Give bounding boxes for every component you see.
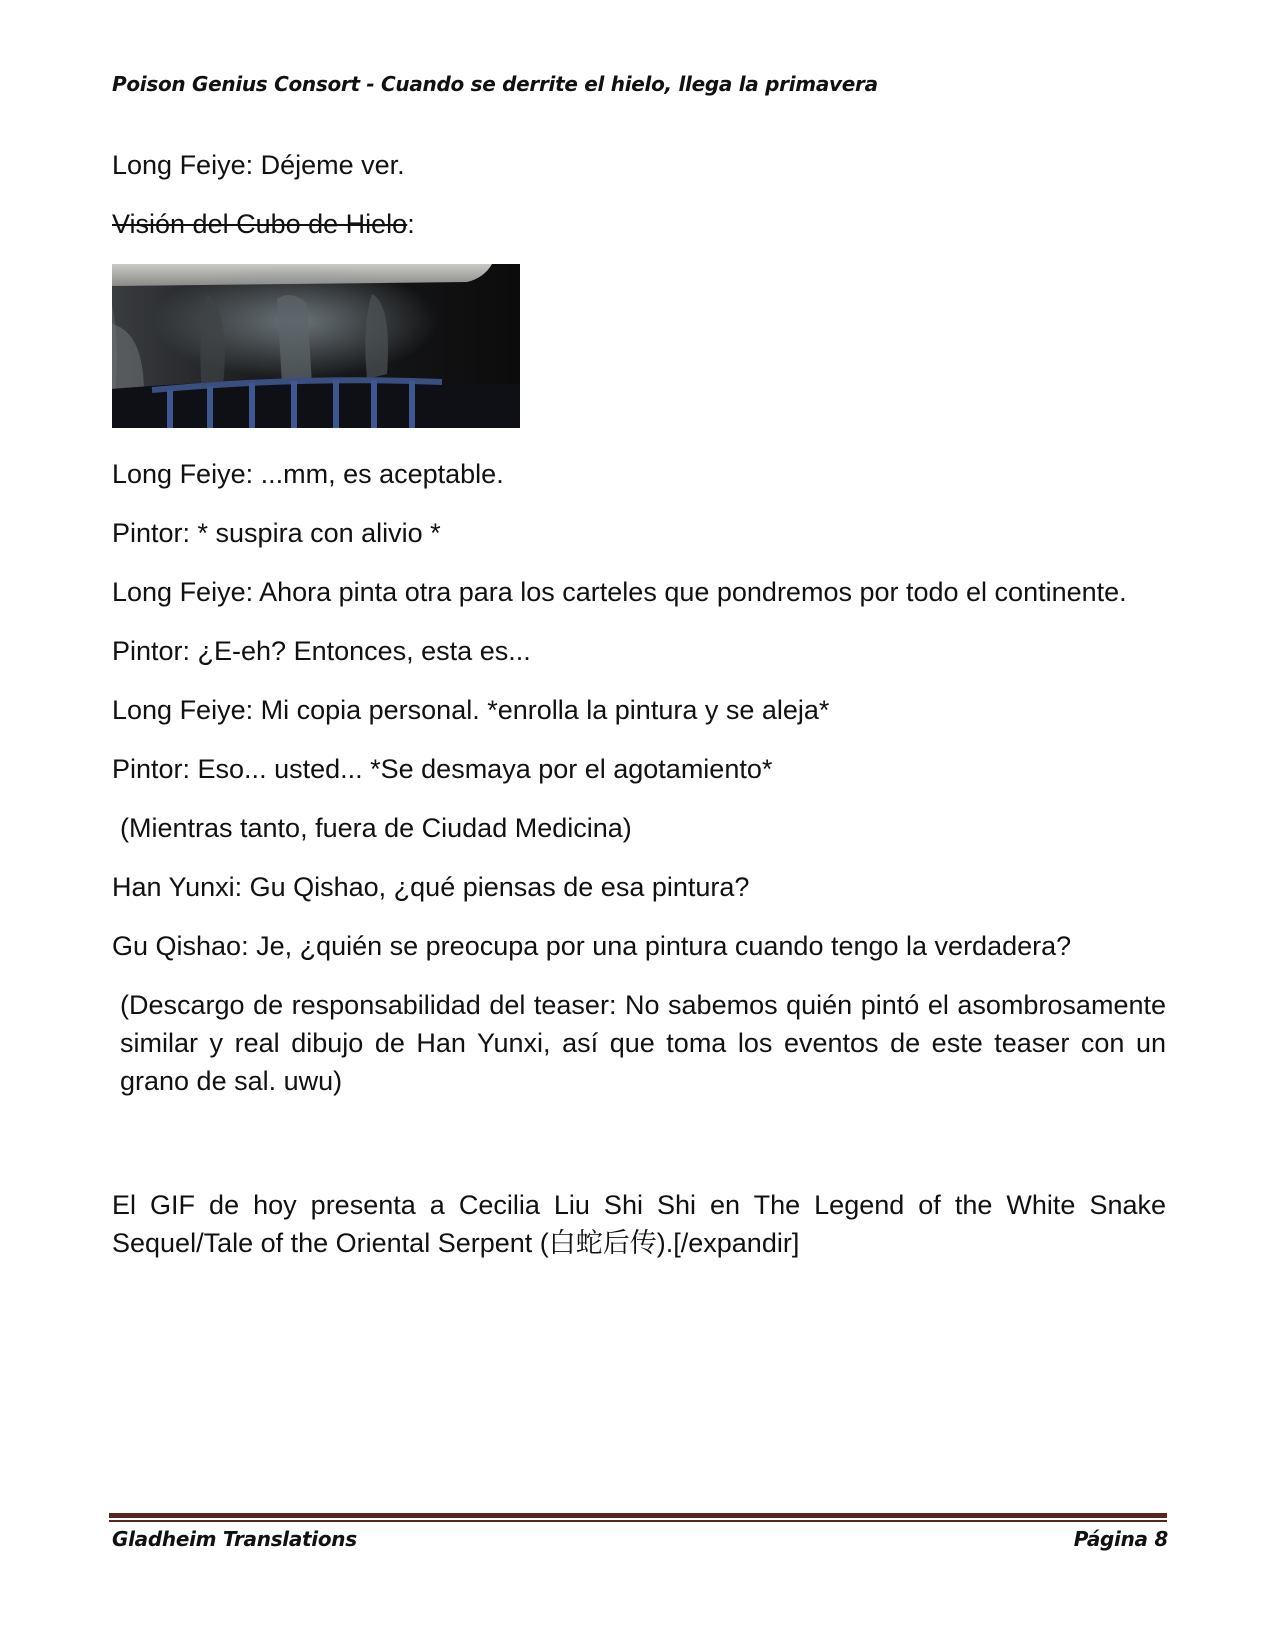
footer-publisher: Gladheim Translations xyxy=(112,1527,357,1551)
disclaimer-note: (Descargo de responsabilidad del teaser: No sabemos quién pintó el asombrosamente similar y real dibujo de Han Yunxi, así que toma los eventos de este teaser con un grano de sal. uwu) xyxy=(120,990,1166,1096)
colon-text: : xyxy=(407,209,415,239)
blank-space xyxy=(112,1121,1166,1186)
gif-note: El GIF de hoy presenta a Cecilia Liu Shi Shi en The Legend of the White Snake Sequel/Tale of the Oriental Serpent (白蛇后传).[/expandir] xyxy=(112,1190,1166,1258)
ice-cube-vision-image xyxy=(112,264,520,428)
dialogue-line: Long Feiye: ...mm, es aceptable. xyxy=(112,459,504,489)
dialogue-line: Long Feiye: Ahora pinta otra para los carteles que pondremos por todo el continente. xyxy=(112,577,1127,607)
dialogue-line: Long Feiye: Mi copia personal. *enrolla la pintura y se aleja* xyxy=(112,695,830,725)
dialogue-line: Pintor: * suspira con alivio * xyxy=(112,518,441,548)
footer-rule-thick xyxy=(109,1513,1167,1518)
dialogue-line: Long Feiye: Déjeme ver. xyxy=(112,150,405,180)
document-body xyxy=(112,146,1166,1283)
dark-scene-picture xyxy=(112,264,520,428)
page-header-title: Poison Genius Consort - Cuando se derrite el hielo, llega la primavera xyxy=(112,72,878,96)
footer-page-number: Página 8 xyxy=(1073,1527,1168,1551)
dialogue-line: Pintor: Eso... usted... *Se desmaya por el agotamiento* xyxy=(112,754,773,784)
dialogue-line: Han Yunxi: Gu Qishao, ¿qué piensas de esa pintura? xyxy=(112,872,750,902)
dialogue-line: Gu Qishao: Je, ¿quién se preocupa por una pintura cuando tengo la verdadera? xyxy=(112,931,1072,961)
dialogue-line: Pintor: ¿E-eh? Entonces, esta es... xyxy=(112,636,531,666)
dialogue-line xyxy=(112,205,1166,243)
struck-text: Visión del Cubo de Hielo xyxy=(112,209,408,239)
scene-note: (Mientras tanto, fuera de Ciudad Medicina) xyxy=(120,813,632,843)
footer-rule-thin xyxy=(109,1520,1167,1522)
